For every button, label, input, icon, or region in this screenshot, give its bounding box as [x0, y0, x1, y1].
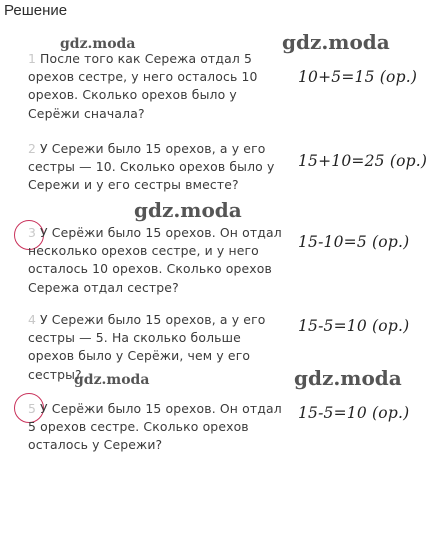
- problem-3-number: 3: [28, 225, 37, 240]
- watermark: gdz.moda: [74, 372, 150, 388]
- problem-3-text: [28, 224, 290, 297]
- problem-4-body: У Сережи было 15 орехов, а у его сестры — 5. На сколько больше орехов было у Серёжи, чем у его сестры?: [28, 312, 266, 382]
- watermark: gdz.moda: [282, 30, 390, 54]
- problem-4-answer: 15-5=10 (ор.): [298, 317, 410, 335]
- problem-3-body: У Серёжи было 15 орехов. Он отдал несколько орехов сестре, и у него осталось 10 орехов. Сколько орехов Сережа отдал сестре?: [28, 225, 282, 295]
- problem-3-answer: 15-10=5 (ор.): [298, 233, 410, 251]
- watermark: gdz.moda: [60, 36, 136, 52]
- watermark: gdz.moda: [134, 198, 242, 222]
- problem-2-answer: 15+10=25 (ор.): [298, 152, 428, 170]
- problem-1-body: После того как Сережа отдал 5 орехов сестре, у него осталось 10 орехов. Сколько орехов было у Серёжи сначала?: [28, 51, 258, 121]
- problem-5-body: У Серёжи было 15 орехов. Он отдал 5 орехов сестре. Сколько орехов осталось у Сережи?: [28, 401, 282, 453]
- problem-2-text: [28, 140, 290, 195]
- problem-5-text: [28, 400, 290, 455]
- problem-2-body: У Сережи было 15 орехов, а у его сестры — 10. Сколько орехов было у Сережи и у его сестры вместе?: [28, 141, 275, 193]
- problem-5-answer: 15-5=10 (ор.): [298, 404, 410, 422]
- problem-1-answer: 10+5=15 (ор.): [298, 68, 418, 86]
- problem-4-text: [28, 311, 290, 384]
- watermark: gdz.moda: [294, 366, 402, 390]
- problem-1-number: 1: [28, 51, 37, 66]
- problem-2-number: 2: [28, 141, 37, 156]
- problem-1-text: [28, 50, 290, 123]
- page-title: Решение: [4, 2, 68, 19]
- problem-4-number: 4: [28, 312, 37, 327]
- problem-5-number: 5: [28, 401, 37, 416]
